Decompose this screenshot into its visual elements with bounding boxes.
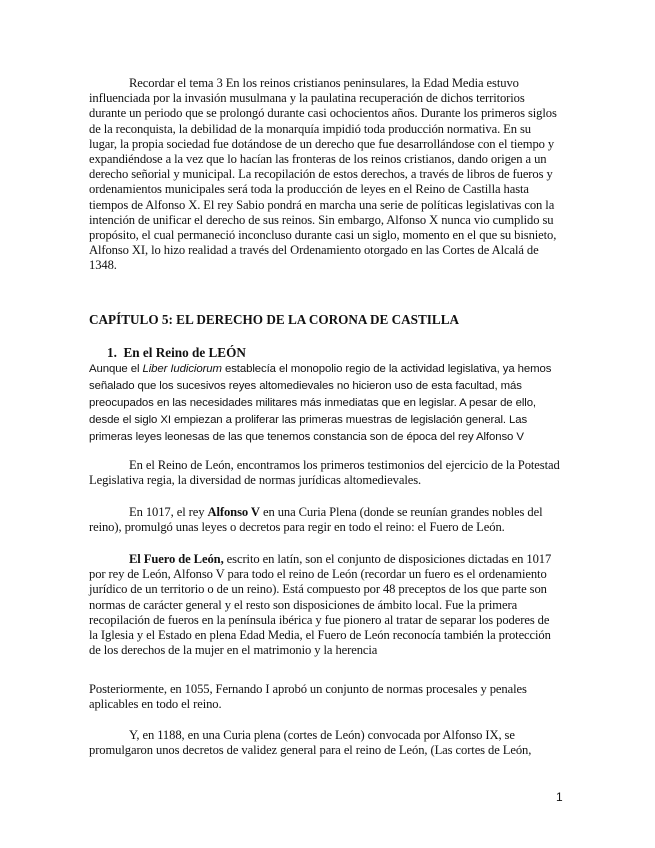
paragraph-potestad: En el Reino de León, encontramos los primeros testimonios del ejercicio de la Potestad Legislativa regia, la diversidad de normas jurídicas altomedievales. <box>89 458 560 488</box>
sans-paragraph <box>89 361 564 446</box>
section-number: 1. <box>107 345 117 360</box>
section-heading <box>107 345 246 361</box>
p3-text-after: escrito en latín, son el conjunto de disposiciones dictadas en 1017 por rey de León, Alfonso V para todo el reino de León (recordar un fuero es el ordenamiento jurídico de un territorio o de un reino). Está compuesto por 48 preceptos de los que parte son normas de carácter general y el resto son disposiciones de ámbito local. Fue la primera recopilación de fueros en la península ibérica y fue pionero al tratar de separar los poderes de la Iglesia y el Estado en plena Edad Media, el Fuero de León reconocía también la protección de los derechos de la mujer en el matrimonio y la herencia <box>89 552 552 658</box>
intro-paragraph: Recordar el tema 3 En los reinos cristianos peninsulares, la Edad Media estuvo influenciada por la invasión musulmana y la paulatina recuperación de dichos territorios durante un periodo que se prolongó durante casi ochocientos años. Durante los primeros siglos de la reconquista, la debilidad de la monarquía impidió toda producción normativa. En su lugar, la propia sociedad fue dotándose de un derecho que fue desarrollándose con el tiempo y expandiéndose a la vez que lo hacían las fronteras de los reinos cristianos, dando origen a un derecho señorial y municipal. La recopilación de estos derechos, a través de libros de fueros y ordenamientos municipales será toda la producción de leyes en el Reino de Castilla hasta tiempos de Alfonso X. El rey Sabio pondrá en marcha una serie de políticas legislativas con la intención de unificar el derecho de sus reinos. Sin embargo, Alfonso X nunca vio cumplido su propósito, el cual permaneció inconcluso durante casi un siglo, momento en el que su bisnieto, Alfonso XI, lo hizo realidad a través del Ordenamiento otorgado en las Cortes de Alcalá de 1348. <box>89 76 557 273</box>
sans-text-after: establecía el monopolio regio de la actividad legislativa, ya hemos señalado que los sucesivos reyes altomedievales no hicieron uso de esta facultad, más preocupados en las necesidades militares más inmediatas que en legislar. A pesar de ello, desde el siglo XI empiezan a proliferar las primeras muestras de legislación general. Las primeras leyes leonesas de las que tenemos constancia son de época del rey Alfonso V <box>89 363 552 443</box>
page-number: 1 <box>556 790 563 804</box>
fuero-de-leon-bold: El Fuero de León, <box>129 552 224 566</box>
paragraph-fernando-i: Posteriormente, en 1055, Fernando I aprobó un conjunto de normas procesales y penales aplicables en todo el reino. <box>89 682 527 712</box>
sans-text-before: Aunque el <box>89 363 143 375</box>
paragraph-alfonso-ix: Y, en 1188, en una Curia plena (cortes de León) convocada por Alfonso IX, se promulgaron unos decretos de validez general para el reino de León, (Las cortes de León, <box>89 728 532 758</box>
p2-text-after: en una Curia Plena (donde se reunían grandes nobles del reino), promulgó unas leyes o decretos para regir en todo el reino: el Fuero de León. <box>89 505 543 535</box>
liber-iudiciorum-italic: Liber Iudiciorum <box>142 363 222 375</box>
paragraph-alfonso-v <box>89 505 560 535</box>
p2-text-before: En 1017, el rey <box>129 505 208 519</box>
chapter-title: CAPÍTULO 5: EL DERECHO DE LA CORONA DE CASTILLA <box>89 312 460 327</box>
section-title: En el Reino de LEÓN <box>123 345 246 360</box>
alfonso-v-bold: Alfonso V <box>207 505 260 519</box>
paragraph-fuero-de-leon <box>89 552 560 658</box>
